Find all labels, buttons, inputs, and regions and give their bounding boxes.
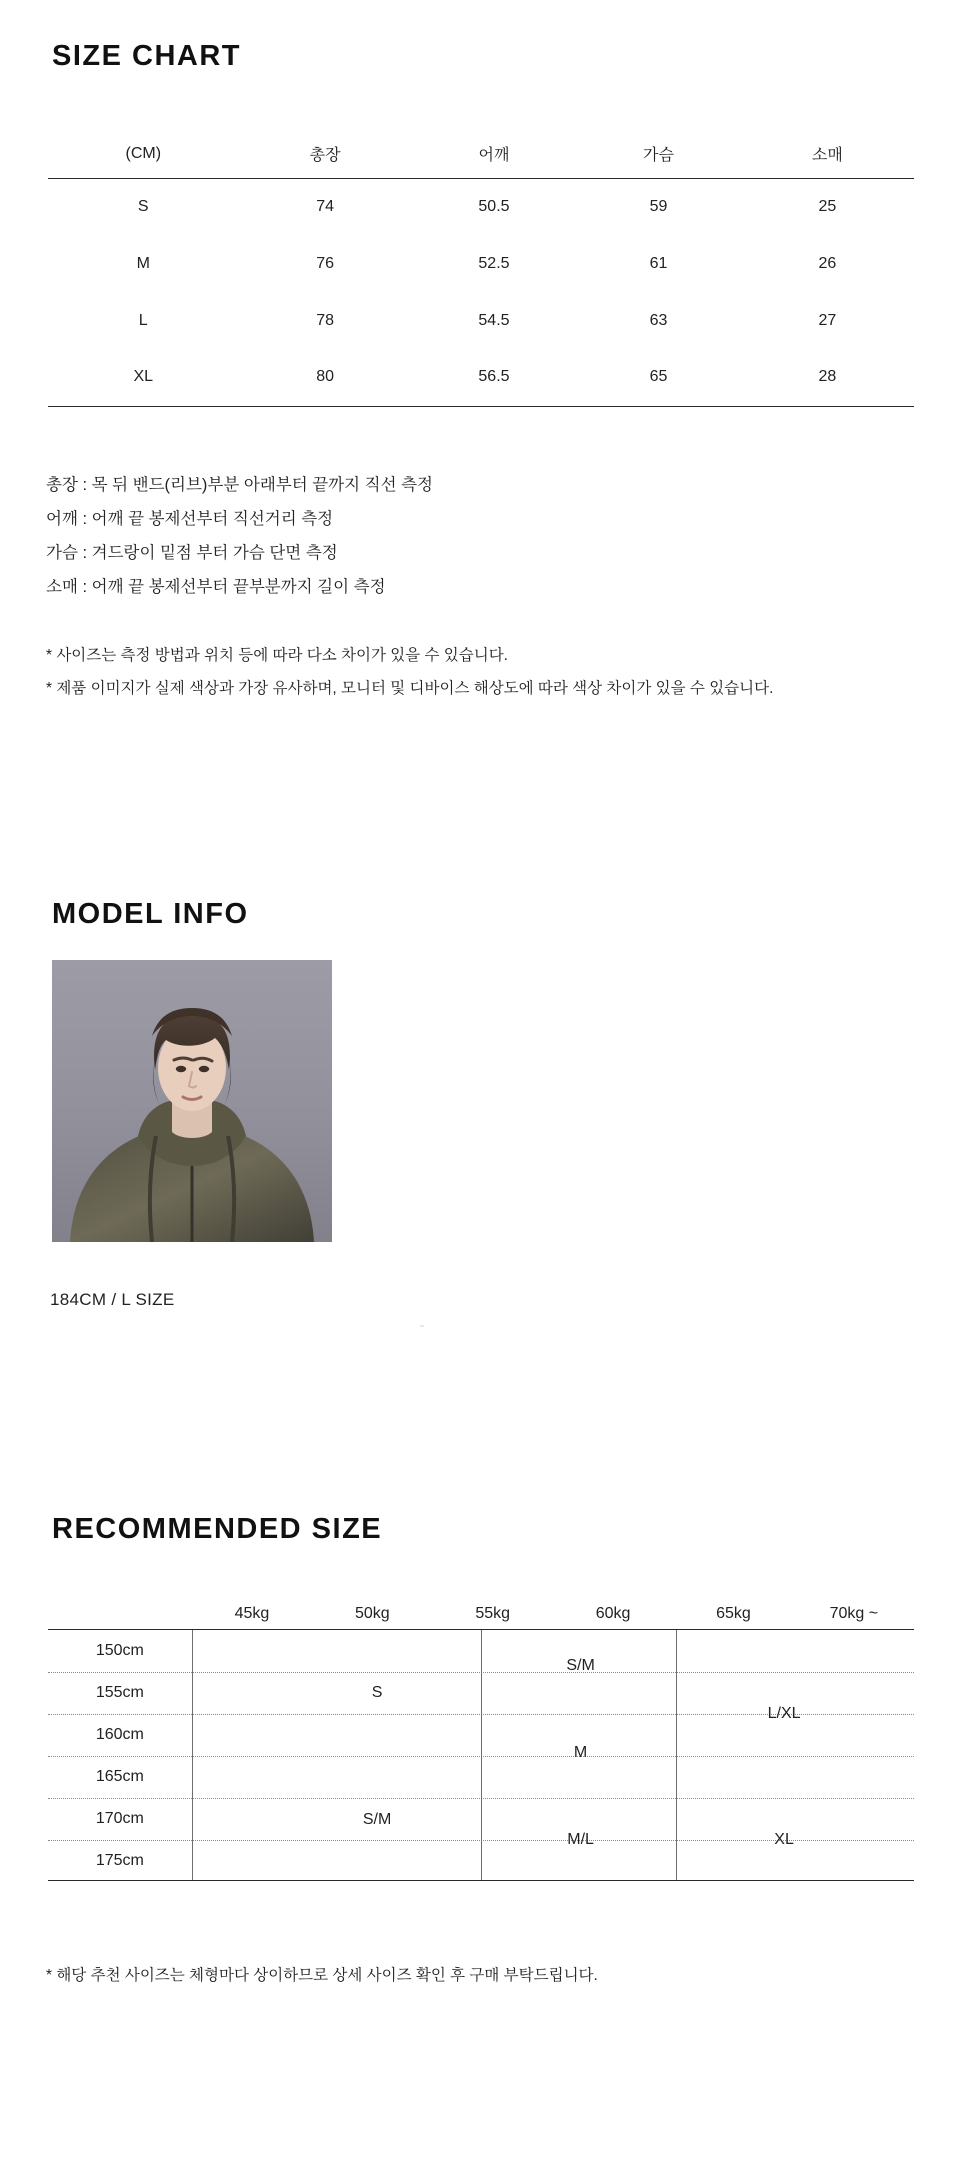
height-row-160: 160cm xyxy=(95,1726,144,1743)
page-title-recommended-size: RECOMMENDED SIZE xyxy=(52,1513,383,1545)
disclaimer-block xyxy=(46,639,946,705)
height-row-150: 150cm xyxy=(95,1642,144,1659)
model-photo xyxy=(52,960,332,1242)
cell-length: 80 xyxy=(316,368,334,386)
measurement-note-sleeve: 소매 : 어깨 끝 봉제선부터 끝부분까지 길이 측정 xyxy=(46,578,386,596)
grid-divider-left xyxy=(192,1630,193,1880)
page-title-model-info: MODEL INFO xyxy=(52,898,249,930)
cell-chest: 65 xyxy=(649,368,668,386)
size-chart-body xyxy=(48,178,914,406)
size-chart-table-wrap xyxy=(48,130,914,407)
cell-shoulder: 52.5 xyxy=(478,254,510,272)
rec-cell-lxl: L/XL xyxy=(767,1705,801,1722)
rec-cell-ml: M/L xyxy=(567,1831,594,1848)
size-chart-table xyxy=(48,130,914,407)
cell-sleeve: 25 xyxy=(818,197,837,215)
height-row-165: 165cm xyxy=(95,1768,144,1785)
rec-cell-sm-low: S/M xyxy=(362,1811,392,1828)
weight-col-45: 45kg xyxy=(234,1605,270,1622)
height-row-170: 170cm xyxy=(95,1810,144,1827)
rec-cell-m: M xyxy=(573,1744,588,1761)
row-size-label: XL xyxy=(133,368,154,386)
measurement-note-shoulder: 어깨 : 어깨 끝 봉제선부터 직선거리 측정 xyxy=(46,510,334,528)
cell-sleeve: 28 xyxy=(818,368,837,386)
model-caption: 184CM / L SIZE xyxy=(50,1290,175,1309)
cell-shoulder: 54.5 xyxy=(478,311,510,329)
decorative-dot xyxy=(420,1325,424,1327)
column-header-chest: 가슴 xyxy=(643,147,674,165)
measurement-note-length: 총장 : 목 뒤 밴드(리브)부분 아래부터 끝까지 직선 측정 xyxy=(46,476,433,494)
cell-shoulder: 56.5 xyxy=(478,368,510,386)
recommended-size-note: * 해당 추천 사이즈는 체형마다 상이하므로 상세 사이즈 확인 후 구매 부탁드립니다. xyxy=(46,1967,598,1984)
measurement-notes xyxy=(46,468,926,604)
row-size-label: L xyxy=(138,311,148,329)
rec-cell-s: S xyxy=(371,1684,383,1701)
cell-length: 78 xyxy=(316,311,334,329)
model-photo-image xyxy=(52,960,332,1242)
height-row-175: 175cm xyxy=(95,1852,144,1869)
cell-sleeve: 27 xyxy=(818,311,837,329)
column-header-length: 총장 xyxy=(309,147,341,165)
grid-divider-right xyxy=(676,1630,677,1880)
cell-length: 76 xyxy=(316,254,334,272)
rec-cell-sm-top: S/M xyxy=(566,1657,595,1674)
row-size-label: S xyxy=(137,197,149,215)
disclaimer-color: * 제품 이미지가 실제 색상과 가장 유사하며, 모니터 및 디바이스 해상도에 따라 색상 차이가 있을 수 있습니다. xyxy=(46,680,774,697)
cell-length: 74 xyxy=(316,197,334,215)
size-chart-head xyxy=(48,130,914,178)
disclaimer-measurement: * 사이즈는 측정 방법과 위치 등에 따라 다소 차이가 있을 수 있습니다. xyxy=(46,647,508,664)
cell-chest: 63 xyxy=(649,311,668,329)
grid-divider-mid xyxy=(481,1630,482,1880)
table-row xyxy=(48,292,914,349)
table-row xyxy=(48,349,914,406)
recommended-size-weight-header xyxy=(48,1585,914,1629)
row-size-label: M xyxy=(136,254,150,272)
recommended-size-table xyxy=(48,1585,914,1881)
weight-col-50: 50kg xyxy=(354,1605,390,1622)
table-row xyxy=(48,235,914,292)
column-header-shoulder: 어깨 xyxy=(478,147,510,165)
rec-cell-xl: XL xyxy=(774,1831,794,1848)
column-header-sleeve: 소매 xyxy=(811,147,843,165)
recommended-size-grid xyxy=(48,1629,914,1881)
height-row-155: 155cm xyxy=(95,1684,144,1701)
weight-col-65: 65kg xyxy=(716,1605,751,1622)
weight-col-55: 55kg xyxy=(475,1605,511,1622)
weight-col-60: 60kg xyxy=(595,1605,631,1622)
cell-shoulder: 50.5 xyxy=(478,197,510,215)
measurement-note-chest: 가슴 : 겨드랑이 밑점 부터 가슴 단면 측정 xyxy=(46,544,338,562)
column-header-unit: (CM) xyxy=(125,144,162,162)
cell-chest: 59 xyxy=(649,197,668,215)
cell-sleeve: 26 xyxy=(818,254,837,272)
weight-col-70: 70kg ~ xyxy=(829,1605,879,1622)
page-title-size-chart: SIZE CHART xyxy=(52,40,241,72)
table-header-row xyxy=(48,130,914,178)
table-row xyxy=(48,178,914,235)
cell-chest: 61 xyxy=(649,254,668,272)
